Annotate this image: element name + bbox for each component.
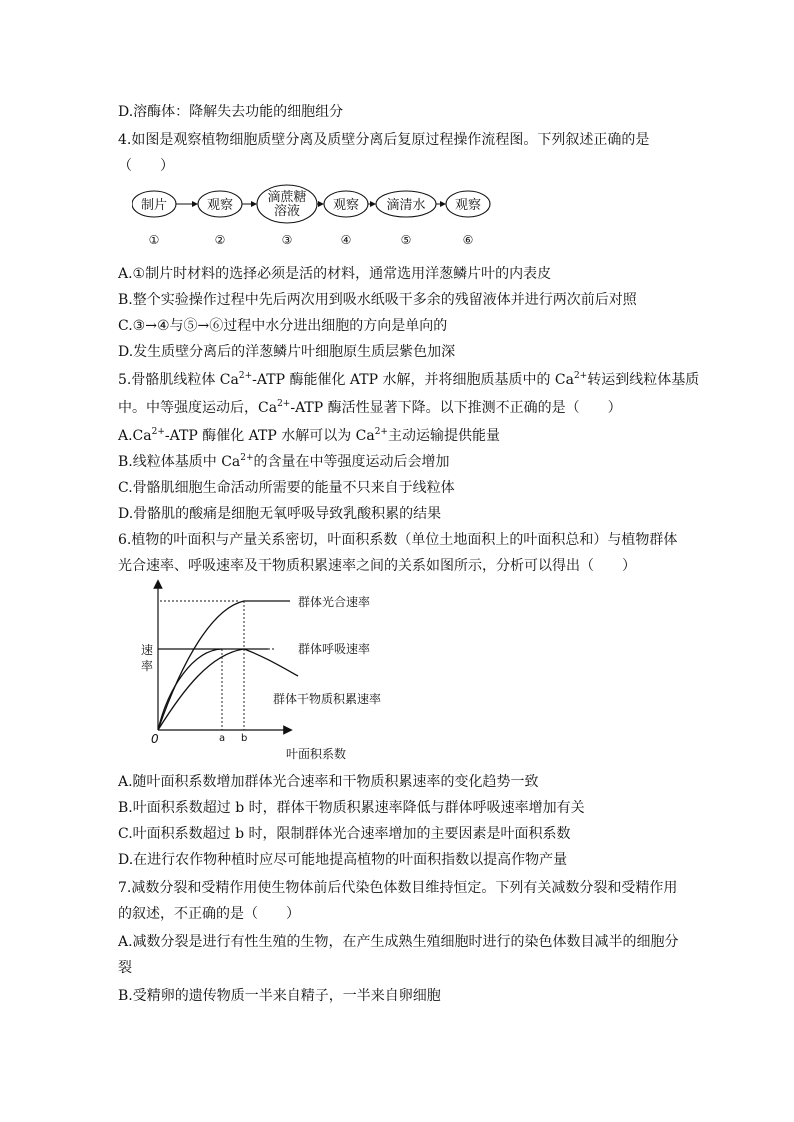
- q6-option-a: A.随叶面积系数增加群体光合速率和干物质积累速率的变化趋势一致: [118, 774, 539, 790]
- flow-arrowhead: [318, 201, 324, 207]
- flow-step-number: ④: [340, 233, 352, 247]
- q4-stem: 4.如图是观察植物细胞质壁分离及质壁分离后复原过程操作流程图。下列叙述正确的是: [118, 132, 650, 148]
- q6-stem-line1: 6.植物的叶面积与产量关系密切，叶面积系数（单位土地面积上的叶面积总和）与植物群体: [118, 532, 678, 548]
- q5-option-c: C.骨骼肌细胞生命活动所需要的能量不只来自于线粒体: [118, 480, 455, 496]
- flow-step-label: 观察: [206, 198, 234, 213]
- flow-step-label: 制片: [140, 198, 168, 213]
- flow-step-label: 滴清水: [386, 198, 426, 213]
- q4-option-a: A.①制片时材料的选择必须是活的材料，通常选用洋葱鳞片叶的内表皮: [118, 266, 552, 282]
- origin-label: 0: [151, 732, 159, 746]
- flow-arrowhead: [370, 201, 376, 207]
- flow-arrowhead: [251, 201, 257, 207]
- flow-step-label: 滴蔗糖: [267, 190, 307, 205]
- q5-option-b: B.线粒体基质中 $Ca^{2+}$的含量在中等强度运动后会增加: [118, 453, 450, 470]
- q5-stem-line2: 中。中等强度运动后，$Ca^{2+}$-ATP 酶活性显著下降。以下推测不正确的是（ ）: [118, 399, 622, 416]
- series-dry-matter: [158, 649, 298, 730]
- series-photosynthesis: [158, 601, 290, 730]
- q7-option-b: B.受精卵的遗传物质一半来自精子，一半来自卵细胞: [118, 988, 441, 1004]
- q5-stem-line1: 5.骨骼肌线粒体 $Ca^{2+}$-ATP 酶能催化 ATP 水解，并将细胞质基质中的 $Ca^{2+}$转运到线粒体基质: [118, 371, 700, 388]
- x-axis-label: 叶面积系数: [286, 747, 347, 761]
- q5-option-a: $A.Ca^{2+}$-ATP 酶催化 ATP 水解可以为 $Ca^{2+}$主动运输提供能量: [118, 427, 500, 444]
- q7-option-a-line2: 裂: [118, 960, 132, 976]
- q7-stem-line2: 的叙述，不正确的是（ ）: [118, 906, 300, 922]
- flow-step-label: 溶液: [273, 204, 301, 219]
- q3-option-d: D.溶酶体：降解失去功能的细胞组分: [118, 104, 344, 120]
- q7-option-a-line1: A.减数分裂是进行有性生殖的生物，在产生成熟生殖细胞时进行的染色体数目减半的细胞分: [118, 934, 679, 950]
- q6-option-d: D.在进行农作物种植时应尽可能地提高植物的叶面积指数以提高作物产量: [118, 852, 568, 868]
- rate-chart: [138, 578, 408, 763]
- q5-option-d: D.骨骼肌的酸痛是细胞无氧呼吸导致乳酸积累的结果: [118, 506, 442, 522]
- series-respiration: [158, 649, 268, 730]
- flow-step-number: ②: [214, 233, 226, 247]
- series-label-dry-matter: 群体干物质积累速率: [273, 692, 382, 706]
- q6-option-c: C.叶面积系数超过 b 时，限制群体光合速率增加的主要因素是叶面积系数: [118, 826, 571, 842]
- flow-step-label: 观察: [454, 198, 482, 213]
- q4-option-c: C.③→④与⑤→⑥过程中水分进出细胞的方向是单向的: [118, 318, 448, 334]
- q6-option-b: B.叶面积系数超过 b 时，群体干物质积累速率降低与群体呼吸速率增加有关: [118, 800, 585, 816]
- flow-step-number: ⑥: [462, 233, 474, 247]
- y-axis-label-1: 速: [141, 643, 154, 657]
- flow-arrowhead: [192, 201, 198, 207]
- q4-option-b: B.整个实验操作过程中先后两次用到吸水纸吸干多余的残留液体并进行两次前后对照: [118, 292, 637, 308]
- series-label-photosynthesis: 群体光合速率: [298, 595, 371, 609]
- flow-arrowhead: [440, 201, 446, 207]
- q6-stem-line2: 光合速率、呼吸速率及干物质积累速率之间的关系如图所示，分析可以得出（ ）: [118, 558, 636, 574]
- x-tick-b: b: [241, 733, 248, 744]
- x-tick-a: a: [219, 733, 226, 744]
- flow-step-label: 观察: [332, 198, 360, 213]
- flowchart: [132, 184, 512, 248]
- flow-step-number: ①: [148, 233, 160, 247]
- q4-option-d: D.发生质壁分离后的洋葱鳞片叶细胞原生质层紫色加深: [118, 344, 456, 360]
- y-axis-label-2: 率: [141, 659, 154, 673]
- q4-blank: （ ）: [118, 158, 174, 174]
- q7-stem-line1: 7.减数分裂和受精作用使生物体前后代染色体数目维持恒定。下列有关减数分裂和受精作用: [118, 880, 678, 896]
- flow-step-number: ⑤: [400, 233, 412, 247]
- series-label-respiration: 群体呼吸速率: [298, 642, 371, 656]
- flow-step-number: ③: [281, 233, 293, 247]
